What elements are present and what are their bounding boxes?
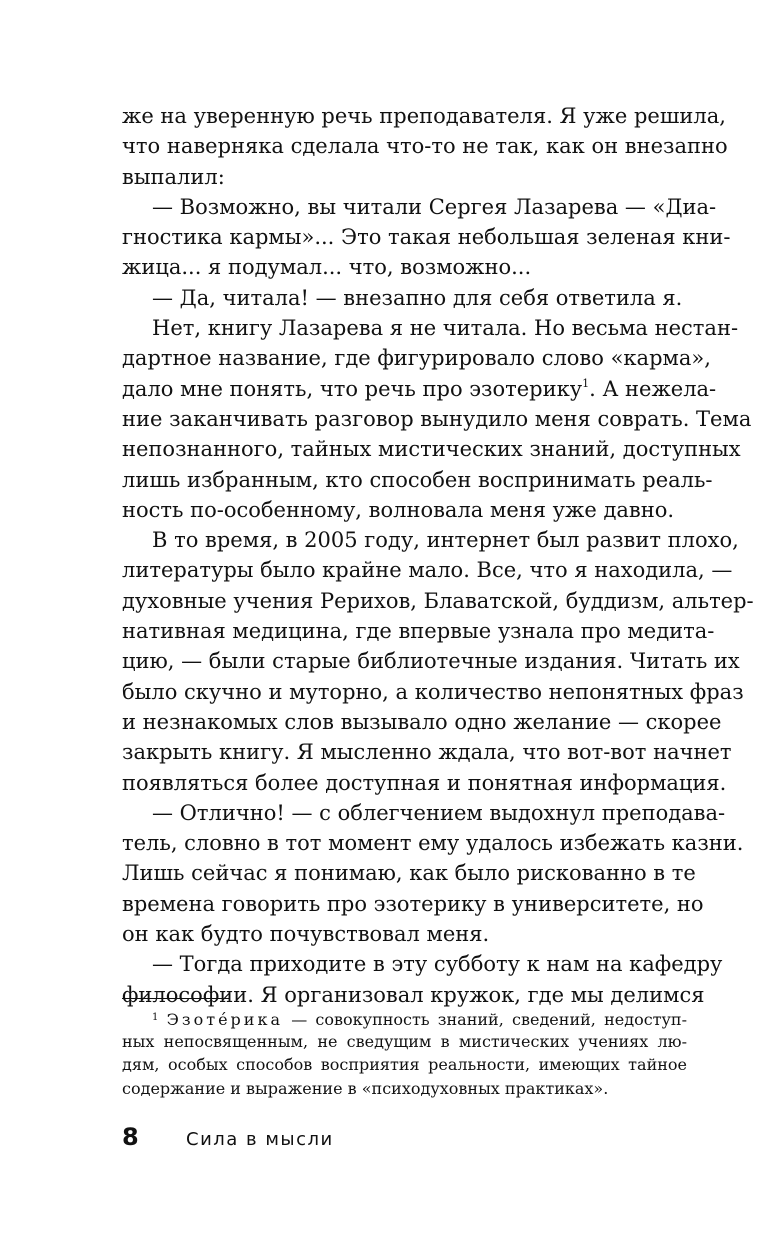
text-line: и незнакомых слов вызывало одно желание — скорее [122, 709, 722, 734]
text-line: он как будто почувствовал меня. [122, 922, 490, 947]
text-line: ность по-особенному, волновала меня уже давно. [122, 497, 675, 522]
text-line: Лишь сейчас я понимаю, как было рискованно в те [122, 861, 696, 886]
text-line: духовные учения Рерихов, Блаватской, буддизм, альтер- [122, 588, 754, 613]
text-line: жица... я подумал... что, возможно... [122, 255, 532, 280]
footnote-line: ных непосвященным, не сведущим в мистических учениях лю- [122, 1031, 687, 1051]
text-segment: . А нежела- [589, 376, 717, 401]
running-title: Сила в мысли [186, 1129, 334, 1150]
text-line: цию, — были старые библиотечные издания. Читать их [122, 649, 740, 674]
footnote-line: содержание и выражение в «психодуховных практиках». [122, 1078, 609, 1098]
text-line: дартное название, где фигурировало слово «карма», [122, 346, 711, 371]
footnote-divider [122, 998, 230, 999]
text-line: гностика кармы»... Это такая небольшая зеленая кни- [122, 225, 731, 250]
footnote-marker: 1 [152, 1012, 159, 1023]
text-line: непознанного, тайных мистических знаний, доступных [122, 437, 741, 462]
page-footer [122, 1123, 334, 1155]
footnote-line: дям, особых способов восприятия реальности, имеющих тайное [122, 1055, 687, 1074]
text-line: выпалил: [122, 164, 225, 189]
text-line: лишь избранным, кто способен воспринимать реаль- [122, 467, 713, 492]
text-line: что наверняка сделала что-то не так, как он внезапно [122, 134, 728, 159]
text-line: — Да, читала! — внезапно для себя ответила я. [152, 285, 683, 310]
text-line: литературы было крайне мало. Все, что я находила, — [122, 558, 733, 583]
text-line: закрыть книгу. Я мысленно ждала, что вот-вот начнет [122, 740, 732, 765]
text-line: было скучно и муторно, а количество непонятных фраз [122, 679, 744, 704]
text-line: — Тогда приходите в эту субботу к нам на кафедру [152, 952, 723, 977]
text-line: же на уверенную речь преподавателя. Я уже решила, [122, 104, 726, 128]
main-text [122, 101, 754, 1010]
text-line: — Возможно, вы читали Сергея Лазарева — «Диа- [152, 194, 717, 219]
footnote-reference[interactable]: 1 [582, 376, 590, 390]
text-segment: дало мне понять, что речь про эзотерику [122, 376, 583, 401]
text-line: нативная медицина, где впервые узнала про медита- [122, 619, 715, 644]
page-number: 8 [122, 1123, 139, 1151]
footnote [122, 1006, 687, 1100]
text-line-with-footnote [122, 374, 717, 404]
text-line: тель, словно в тот момент ему удалось избежать казни. [122, 831, 744, 856]
text-line: — Отлично! — с облегчением выдохнул преподава- [152, 800, 726, 825]
text-line: В то время, в 2005 году, интернет был развит плохо, [152, 528, 739, 553]
text-line: Нет, книгу Лазарева я не читала. Но весьма нестан- [152, 316, 739, 341]
text-line: появляться более доступная и понятная информация. [122, 770, 727, 795]
footnote-text: — совокупность знаний, сведений, недоступ- [282, 1010, 687, 1029]
text-line: философии. Я организовал кружок, где мы делимся [122, 982, 705, 1007]
footnote-term: Эзотéрика [166, 1010, 283, 1029]
text-line: ние заканчивать разговор вынудило меня соврать. Тема [122, 406, 752, 431]
text-line: времена говорить про эзотерику в университете, но [122, 891, 704, 916]
footnote-line [122, 1006, 687, 1030]
